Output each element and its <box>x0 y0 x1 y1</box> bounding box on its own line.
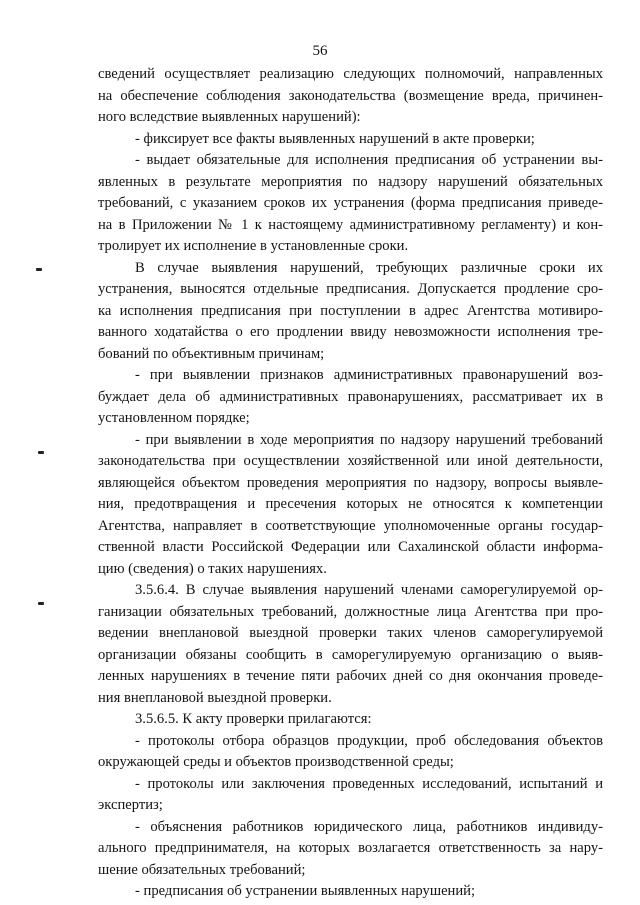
text-line: ния, предотвращения и пресечения которых не относятся к компетенции <box>98 496 603 512</box>
text-line: - выдает обязательные для исполнения предписания об устранении вы- <box>135 152 603 168</box>
text-line: законодательства при осуществлении хозяйственной или иной деятельности, <box>98 453 603 469</box>
text-line: - протоколы или заключения проведенных исследований, испытаний и <box>135 775 603 792</box>
text-line: на обеспечение соблюдения законодательства (возмещение вреда, причинен- <box>98 87 603 104</box>
text-line: ленных нарушениях в течение пяти рабочих дней со дня окончания проведе- <box>98 668 603 684</box>
text-line: Агентства, направляет в соответствующие уполномоченные органы государ- <box>98 517 603 534</box>
margin-mark <box>38 451 44 454</box>
page-number: 56 <box>312 43 328 59</box>
text-line: 3.5.6.4. В случае выявления нарушений членами саморегулируемой ор- <box>135 582 603 598</box>
text-line: ного вследствие выявленных нарушений): <box>98 109 361 125</box>
text-line: на в Приложении № 1 к настоящему административному регламенту) и кон- <box>98 216 603 233</box>
text-line: ванного ходатайства о его продлении ввиду невозможности исполнения тре- <box>98 324 603 340</box>
text-line: тролирует их исполнение в установленные сроки. <box>98 238 409 254</box>
text-line: явленных в результате мероприятия по надзору нарушений обязательных <box>98 173 603 190</box>
text-line: - предписания об устранении выявленных нарушений; <box>135 883 476 899</box>
text-line: требований, с указанием сроков их устранения (форма предписания приведе- <box>98 195 603 211</box>
text-line: - протоколы отбора образцов продукции, проб обследования объектов <box>135 732 603 749</box>
text-line: ганизации обязательных требований, должностные лица Агентства при про- <box>98 603 603 620</box>
text-line: окружающей среды и объектов производственной среды; <box>98 754 454 770</box>
text-line: цию (сведения) о таких нарушениях. <box>98 560 327 577</box>
text-line: - фиксирует все факты выявленных нарушений в акте проверки; <box>135 130 535 147</box>
text-line: экспертиз; <box>98 797 163 813</box>
text-line: устранения, выносятся отдельные предписания. Допускается продление сро- <box>98 281 603 297</box>
text-line: ведении внеплановой выездной проверки таких членов саморегулируемой <box>98 625 603 641</box>
text-line: ального предпринимателя, на которых возлагается ответственность за нару- <box>98 840 603 856</box>
text-line: - при выявлении в ходе мероприятия по надзору нарушений требований <box>135 431 603 448</box>
text-line: бований по объективным причинам; <box>98 345 325 362</box>
text-line: буждает дела об административных правонарушениях, рассматривает их в <box>98 388 603 405</box>
text-line: ственной власти Российской Федерации или Сахалинской области информа- <box>98 539 603 555</box>
text-line: - объяснения работников юридического лица, работников индивиду- <box>135 818 603 835</box>
text-line: установленном порядке; <box>98 410 250 426</box>
margin-mark <box>36 268 42 271</box>
margin-mark <box>38 602 44 605</box>
text-line: организации обязаны сообщить в саморегулируемую организацию о выяв- <box>98 646 603 663</box>
text-line: В случае выявления нарушений, требующих различные сроки их <box>135 259 603 276</box>
document-body <box>98 64 603 903</box>
text-line: шение обязательных требований; <box>98 861 306 878</box>
text-line: ка исполнения предписания при поступлении в адрес Агентства мотивиро- <box>98 302 603 319</box>
text-line: являющейся объектом проведения мероприятия по надзору, вопросы выявле- <box>98 474 603 491</box>
text-line: - при выявлении признаков административных правонарушений воз- <box>135 367 603 383</box>
text-line: 3.5.6.5. К акту проверки прилагаются: <box>135 711 372 727</box>
text-line: сведений осуществляет реализацию следующих полномочий, направленных <box>98 66 603 82</box>
text-line: ния внеплановой выездной проверки. <box>98 689 332 706</box>
